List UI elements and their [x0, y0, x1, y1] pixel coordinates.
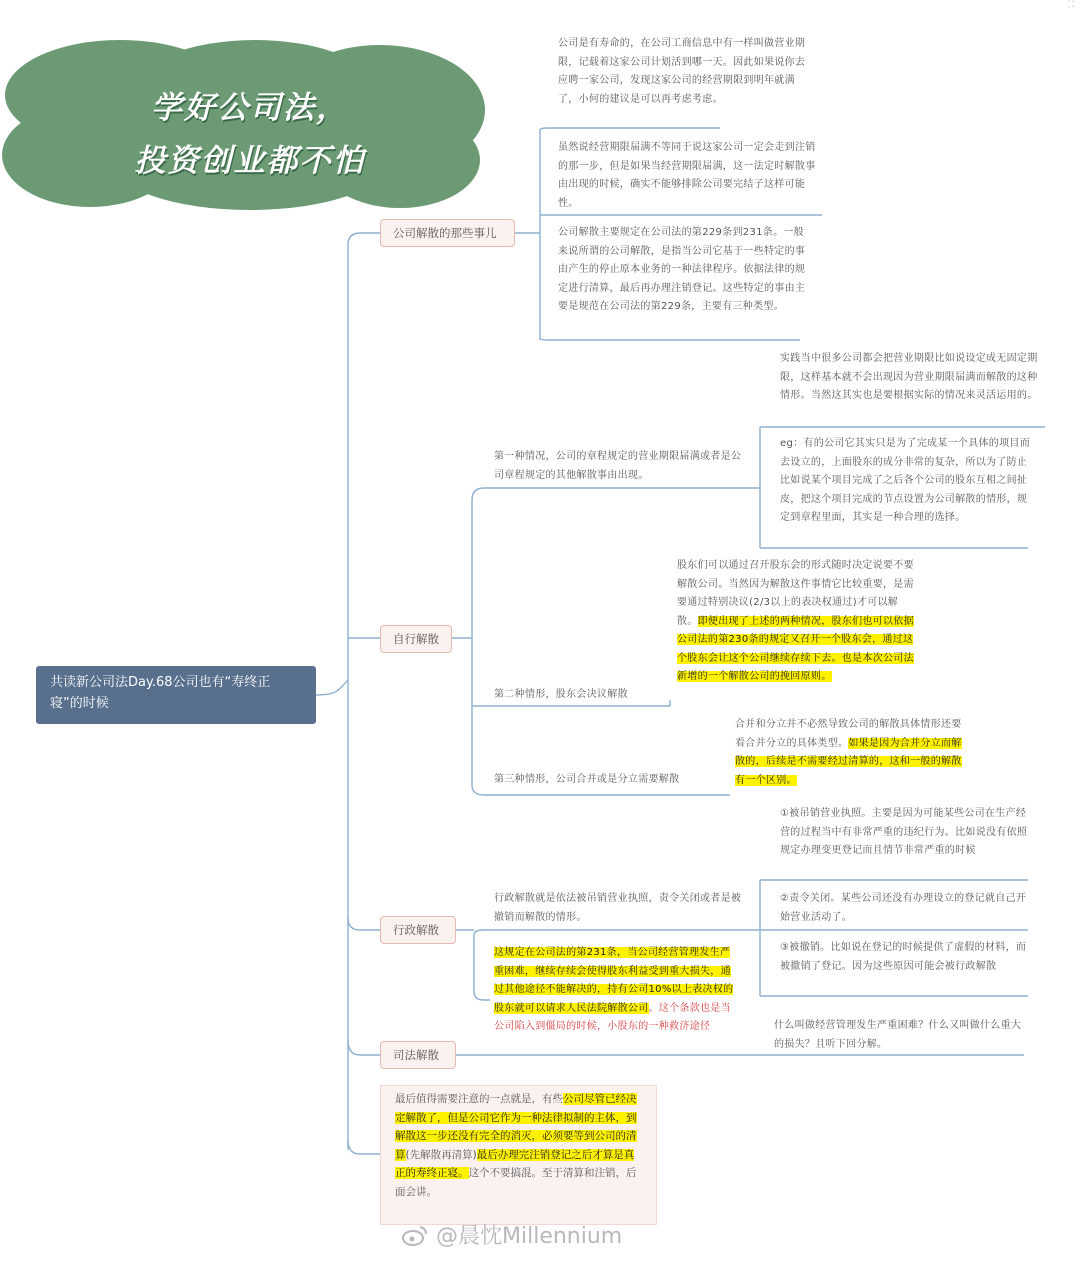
administrative-ordered-closure: ②责令关闭。某些公司还没有办理设立的登记就自己开始营业活动了。 [780, 893, 1027, 923]
branch-label: 行政解散 [393, 923, 439, 937]
judicial-highlight: 这规定在公司法的第231条，当公司经营管理发生严重困难，继续存续会使得股东利益受到重大损失，通过其他途径不能解决的，持有公司10%以上表决权的股东就可以请求人民法院解散公司 [494, 947, 734, 1014]
judicial-description [494, 944, 736, 1037]
case-two-note [677, 557, 917, 687]
case-three-text: 第三种情形，公司合并或是分立需要解散 [494, 774, 680, 785]
branch-judicial-dissolution[interactable] [380, 1041, 456, 1069]
branch-voluntary-dissolution[interactable] [380, 625, 452, 653]
title-line-2: 投资创业都不怕 [134, 143, 366, 179]
branch-label: 公司解散的那些事儿 [393, 226, 497, 240]
case-three-note-highlight: 如果是因为合并分立而解散的，后续是不需要经过清算的，这和一般的解散有一个区别。 [735, 737, 962, 786]
summary-note [380, 1085, 657, 1225]
case-one-note-practice: 实践当中很多公司都会把营业期限比如说设定成无固定期限，这样基本就不会出现因为营业期限届满而解散的这种情形。当然这其实也是要根据实际的情况来灵活运用的。 [780, 353, 1038, 401]
judicial-minority-remedy: 。这个条款也是当公司陷入到僵局的时候，小股东的一种救济途径 [494, 1002, 731, 1032]
case-two-note-highlight: 即便出现了上述的两种情况，股东们也可以依据公司法的第230条的规定又召开一个股东会，通过这个股东会让这个公司继续存续下去。也是本次公司法新增的一个解散公司的挽回原则。 [677, 615, 914, 682]
weibo-icon [402, 1224, 428, 1246]
page-title [60, 82, 440, 188]
branch-administrative-dissolution[interactable] [380, 916, 456, 944]
judicial-question: 什么叫做经营管理发生严重困难？什么又叫做什么重大的损失？且听下回分解。 [774, 1020, 1022, 1050]
summary-part-5: 这个不要搞混。至于清算和注销，后面会讲。 [395, 1167, 637, 1198]
expand-icon[interactable]: ⛶ [1067, 0, 1074, 10]
case-one-text: 第一种情况，公司的章程规定的营业期限届满或者是公司章程规定的其他解散事由出现。 [494, 451, 742, 481]
case-three-note [735, 716, 971, 790]
summary-part-2: 公司尽管已经决定解散了，但是公司它作为一种法律拟制的主体，到解散这一步还没有完全的消灭，必须要等到公司的清算 [395, 1093, 637, 1161]
note-term-expiry: 虽然说经营期限届满不等同于说这家公司一定会走到注销的那一步，但是如果当经营期限届满，这一法定时解散事由出现的时候，确实不能够排除公司要完结子这样可能性。 [558, 142, 816, 209]
administrative-revoked-registration: ③被撤销。比如说在登记的时候提供了虚假的材料，而被撤销了登记。因为这些原因可能会被行政解散 [780, 942, 1027, 972]
root-node[interactable] [36, 666, 316, 724]
case-one-note-example: eg：有的公司它其实只是为了完成某一个具体的项目而去设立的，上面股东的成分非常的复杂，所以为了防止比如说某个项目完成了之后各个公司的股东互相之间扯皮，把这个项目完成的节点设置为公司解散的情形，规定到章程里面，其实是一种合理的选择。 [780, 438, 1030, 523]
title-line-1: 学好公司法， [151, 90, 349, 126]
branch-dissolution-topics[interactable] [380, 219, 515, 247]
summary-part-4: 最后办理完注销登记之后才算是真正的寿终正寝。 [395, 1148, 635, 1179]
branch-label: 自行解散 [393, 632, 439, 646]
case-two-text: 第二种情形，股东会决议解散 [494, 689, 628, 700]
summary-part-3: (先解散再清算) [405, 1148, 477, 1161]
note-legal-basis: 公司解散主要规定在公司法的第229条到231条。一般来说所谓的公司解散，是指当公司它基于一些特定的事由产生的停止原本业务的一种法律程序。依据法律的规定进行清算，最后再办理注销登记。这些特定的事由主要是规范在公司法的第229条，主要有三种类型。 [558, 227, 806, 312]
watermark [402, 1222, 622, 1252]
administrative-description: 行政解散就是依法被吊销营业执照，责令关闭或者是被撤销而解散的情形。 [494, 893, 742, 923]
summary-part-1: 最后值得需要注意的一点就是，有些 [395, 1093, 563, 1105]
root-node-label: 共读新公司法Day.68公司也有“寿终正寝”的时候 [50, 675, 271, 711]
administrative-revoked-license: ①被吊销营业执照。主要是因为可能某些公司在生产经营的过程当中有非常严重的违纪行为。比如说没有依照规定办理变更登记而且情节非常严重的时候 [780, 808, 1028, 856]
case-three-note-plain: 合并和分立并不必然导致公司的解散具体情形还要看合并分立的具体类型。 [735, 719, 962, 749]
note-company-lifespan: 公司是有寿命的，在公司工商信息中有一样叫做营业期限，记载着这家公司计划活到哪一天。因此如果说你去应聘一家公司，发现这家公司的经营期限到明年就满了，小何的建议是可以再考虑考虑。 [558, 38, 806, 105]
branch-label: 司法解散 [393, 1048, 439, 1062]
case-two-note-plain: 股东们可以通过召开股东会的形式随时决定说要不要解散公司。当然因为解散这件事情它比较重要，是需要通过特别决议(2/3以上的表决权通过)才可以解散。 [677, 560, 914, 627]
watermark-text: @晨忱Millennium [436, 1224, 623, 1249]
